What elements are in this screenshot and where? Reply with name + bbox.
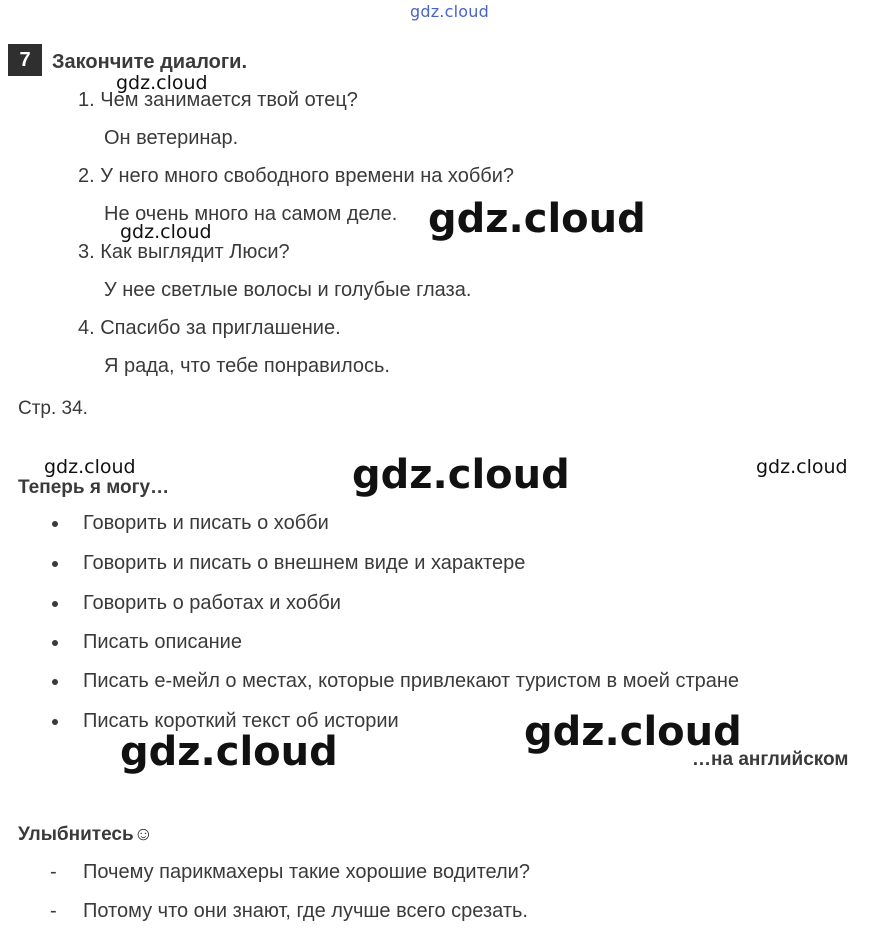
dialogue-question: 2. У него много свободного времени на хобби? <box>78 165 515 187</box>
watermark-large: gdz.cloud <box>120 729 338 775</box>
can-do-item: Писать е-мейл о местах, которые привлекают туристом в моей стране <box>83 670 740 692</box>
can-do-suffix: …на английском <box>692 749 849 770</box>
watermark-top: gdz.cloud <box>410 2 489 21</box>
can-do-item: Писать короткий текст об истории <box>83 710 399 732</box>
can-do-title: Теперь я могу… <box>18 477 170 498</box>
joke-line: Почему парикмахеры такие хорошие водители? <box>83 861 530 883</box>
dialogue-answer: Не очень много на самом деле. <box>104 203 398 225</box>
watermark-large: gdz.cloud <box>428 196 646 242</box>
dialogue-answer: Он ветеринар. <box>104 127 239 149</box>
dialogue-question: 1. Чем занимается твой отец? <box>78 89 358 111</box>
watermark-small: gdz.cloud <box>120 221 212 243</box>
bullet-icon <box>52 561 58 567</box>
dash-marker: - <box>50 861 57 883</box>
dash-marker: - <box>50 900 57 922</box>
task-title: Закончите диалоги. <box>52 51 248 73</box>
bullet-icon <box>52 521 58 527</box>
can-do-item: Говорить и писать о хобби <box>83 512 329 534</box>
bullet-icon <box>52 719 58 725</box>
watermark-large: gdz.cloud <box>352 452 570 498</box>
can-do-item: Писать описание <box>83 631 242 653</box>
can-do-item: Говорить и писать о внешнем виде и характере <box>83 552 526 574</box>
dialogue-question: 4. Спасибо за приглашение. <box>78 317 341 339</box>
bullet-icon <box>52 640 58 646</box>
bullet-icon <box>52 679 58 685</box>
dialogue-question: 3. Как выглядит Люси? <box>78 241 290 263</box>
watermark-small: gdz.cloud <box>756 456 848 478</box>
watermark-small: gdz.cloud <box>116 72 208 94</box>
dialogue-answer: У нее светлые волосы и голубые глаза. <box>104 279 472 301</box>
joke-line: Потому что они знают, где лучше всего срезать. <box>83 900 528 922</box>
smile-title: Улыбнитесь☺ <box>18 824 154 845</box>
bullet-icon <box>52 601 58 607</box>
watermark-small: gdz.cloud <box>44 456 136 478</box>
watermark-large: gdz.cloud <box>524 709 742 755</box>
can-do-item: Говорить о работах и хобби <box>83 592 341 614</box>
dialogue-answer: Я рада, что тебе понравилось. <box>104 355 390 377</box>
page-reference: Стр. 34. <box>18 398 88 419</box>
task-number-badge: 7 <box>8 44 42 76</box>
